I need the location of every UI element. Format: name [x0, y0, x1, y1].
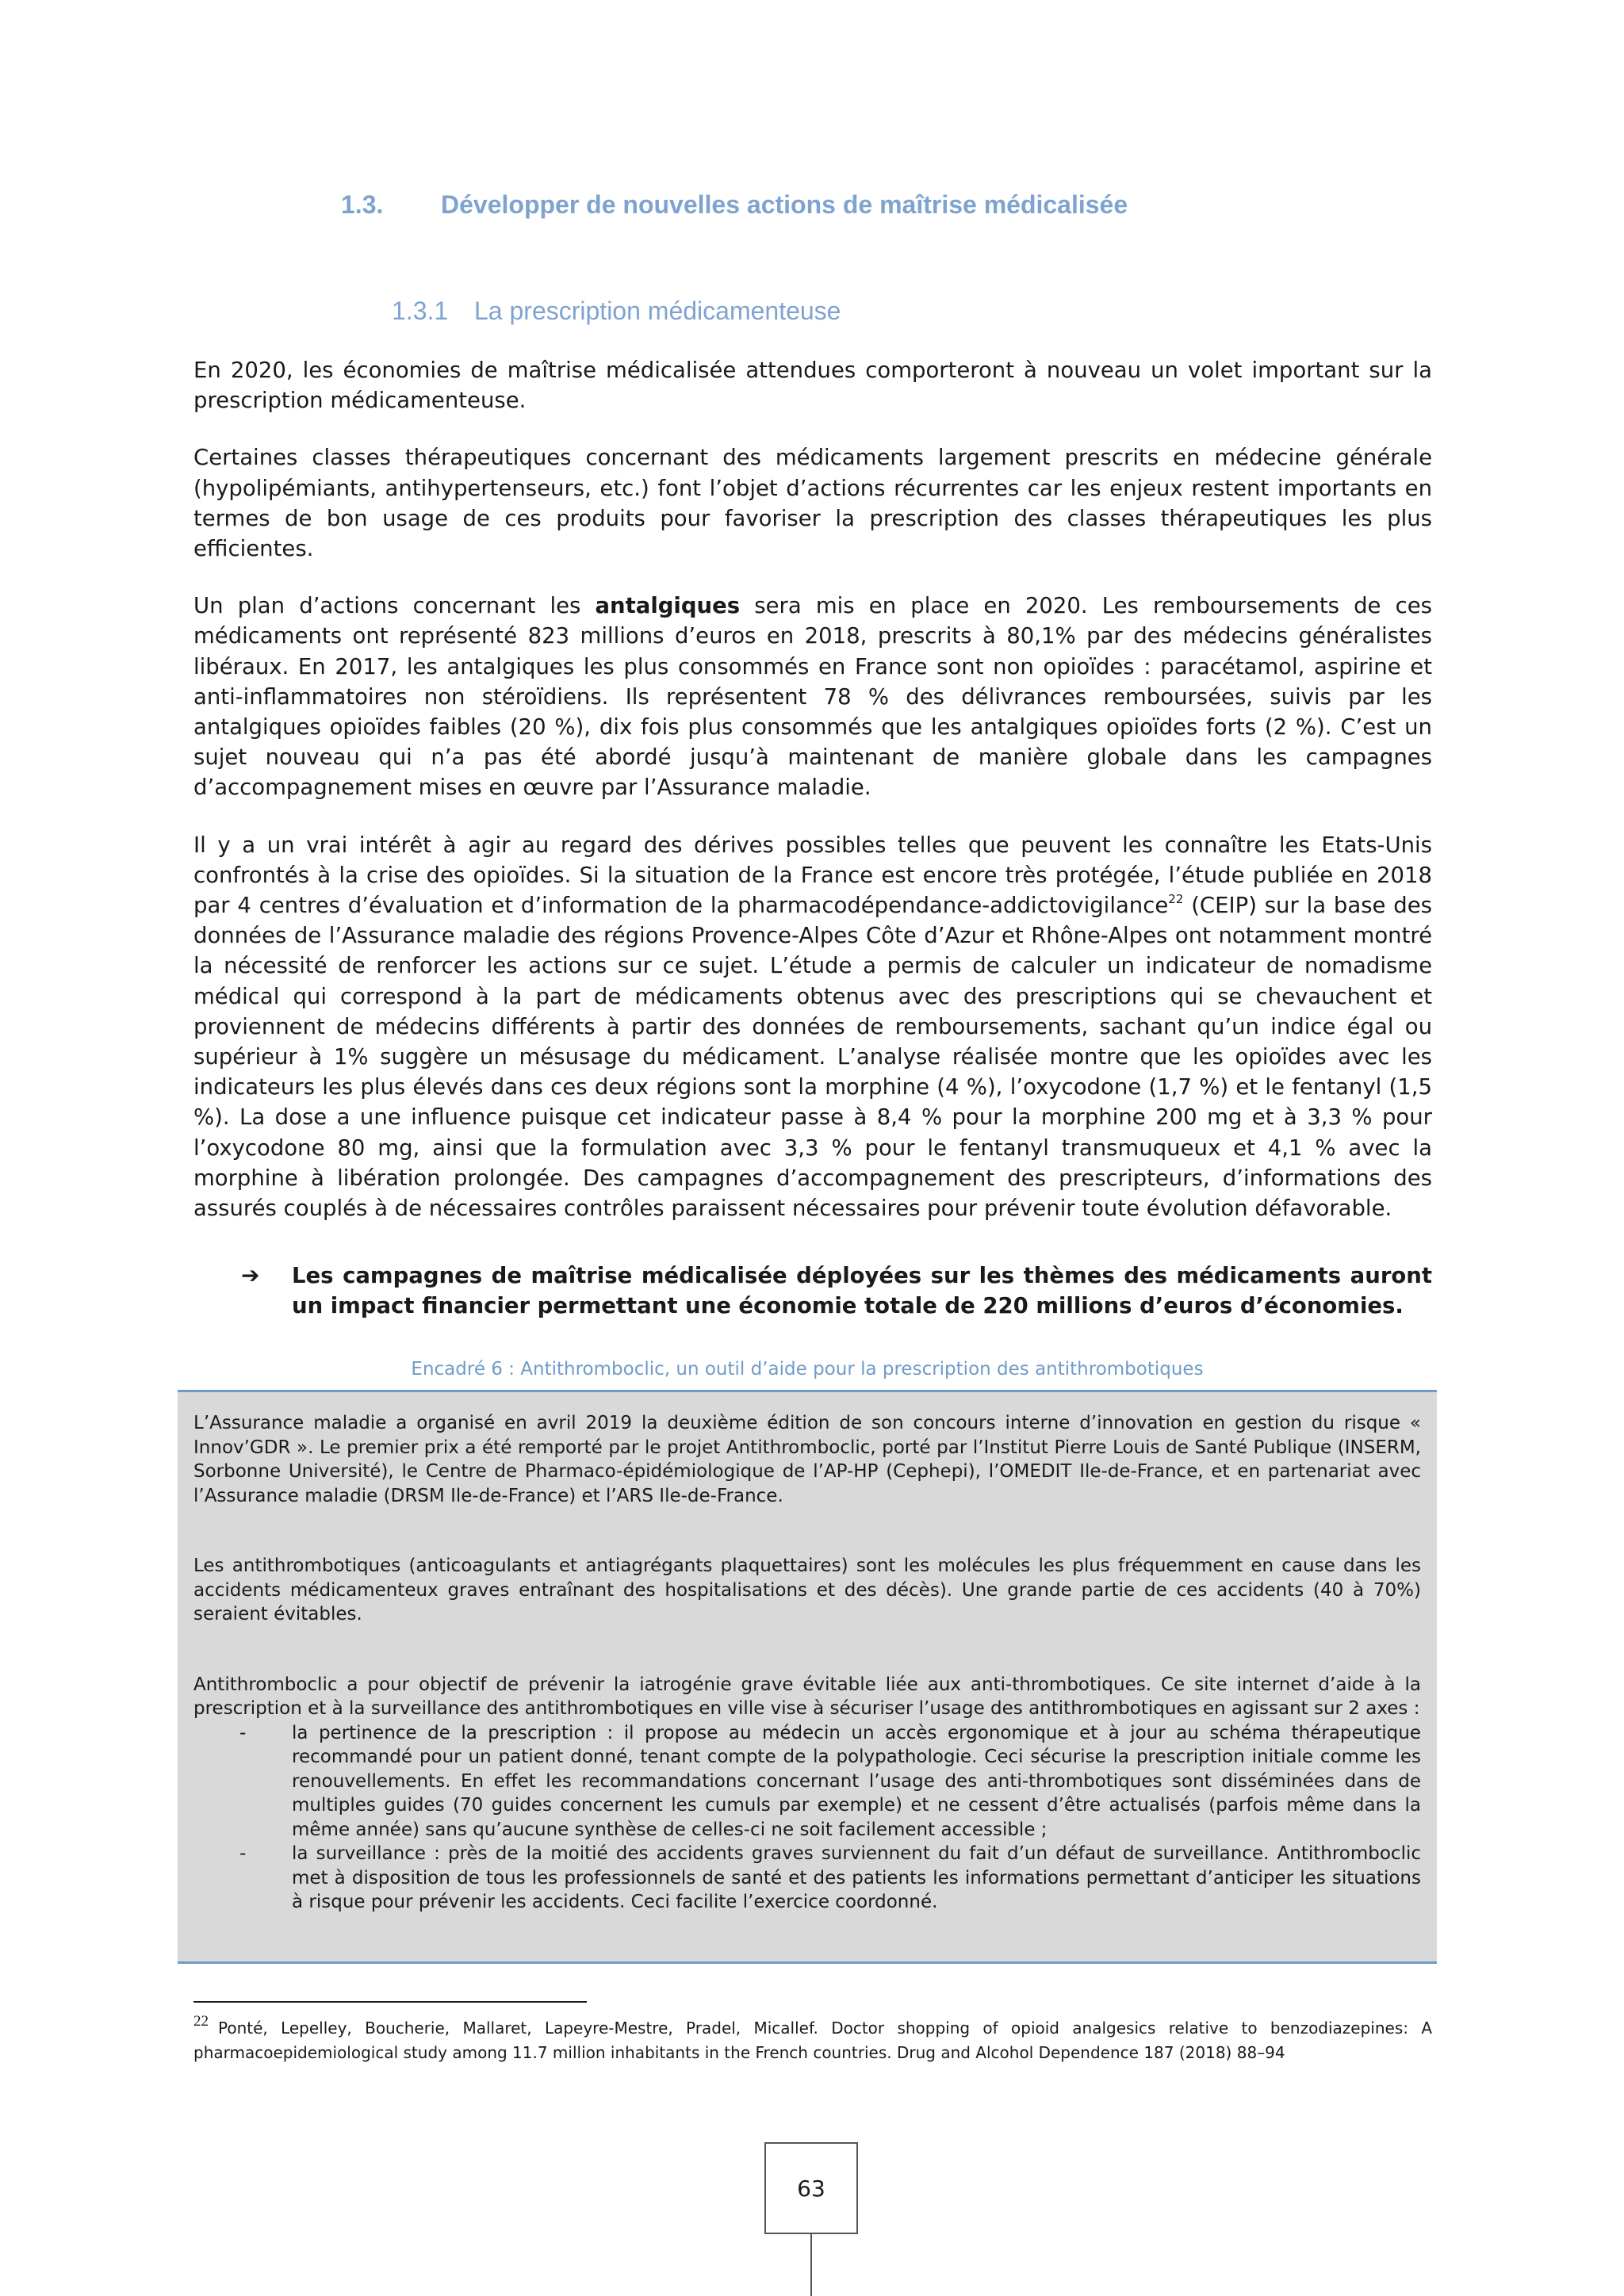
- body-text: [193, 355, 1432, 1250]
- page-number: 63: [764, 2142, 858, 2234]
- arrow-icon: ➔: [241, 1262, 260, 1288]
- subsection-heading: [392, 297, 841, 326]
- list-item-text: la surveillance : près de la moitié des accidents graves surviennent du fait d’un défaut de surveillance. Antithromboclic met à disposition de tous les professionnels de santé et des patients les informations permettant d’anticiper les situations à risque pour prévenir les accidents. Ceci facilite l’exercice coordonné.: [292, 1843, 1421, 1912]
- subsection-number: 1.3.1: [392, 297, 449, 325]
- list-item: [193, 1721, 1421, 1843]
- list-item-text: la pertinence de la prescription : il propose au médecin un accès ergonomique et à jour au schéma thérapeutique recommandé pour un patient donné, tenant compte de la polypathologie. Ceci sécurise la prescription initiale comme les renouvellements. En effet les recommandations concernant l’usage des anti-thrombotiques sont disséminées dans de multiples guides (70 guides concernent les cumuls par exemple) et ne cessent d’être actualisés (parfois même dans la même année) sans qu’aucune synthèse de celles-ci ne soit facilement accessible ;: [292, 1722, 1421, 1840]
- paragraph: [193, 830, 1432, 1224]
- section-heading: [341, 190, 1128, 220]
- footnote-text: Ponté, Lepelley, Boucherie, Mallaret, Lapeyre-Mestre, Pradel, Micallef. Doctor shopping of opioid analgesics relative to benzodiazepines: A pharmacoepidemiological study among 11.7 million inhabitants in the French countries. Drug and Alcohol Dependence 187 (2018) 88–94: [193, 2019, 1432, 2062]
- list-bullet: -: [239, 1843, 247, 1864]
- paragraph-text: Un plan d’actions concernant les: [193, 593, 596, 619]
- section-title: Développer de nouvelles actions de maîtrise médicalisée: [441, 190, 1128, 219]
- info-box-content: [193, 1411, 1421, 1915]
- footnote-separator: [193, 2001, 587, 2003]
- list-bullet: -: [239, 1722, 247, 1743]
- paragraph-text: (CEIP) sur la base des données de l’Assurance maladie des régions Provence-Alpes Côte d’Azur et Rhône-Alpes ont notamment montré la nécessité de renforcer les actions sur ce sujet. L’étude a permis de calculer un indicateur de nomadisme médical qui correspond à la part de médicaments obtenus avec des prescriptions qui se chevauchent et proviennent de médecins différents à partir des données de remboursements, sachant qu’un indice égal ou supérieur à 1% suggère un mésusage du médicament. L’analyse réalisée montre que les opioïdes avec les indicateurs les plus élevés dans ces deux régions sont la morphine (4 %), l’oxycodone (1,7 %) et le fentanyl (1,5 %). La dose a une influence puisque cet indicateur passe à 8,4 % pour la morphine 200 mg et à 3,3 % pour l’oxycodone 80 mg, ainsi que la formulation avec 3,3 % pour le fentanyl transmuqueux et 4,1 % avec la morphine à libération prolongée. Des campagnes d’accompagnement des prescripteurs, d’informations des assurés couplés à de nécessaires contrôles paraissent nécessaires pour prévenir toute évolution défavorable.: [193, 893, 1432, 1222]
- box-paragraph: Antithromboclic a pour objectif de prévenir la iatrogénie grave évitable liée aux anti-thrombotiques. Ce site internet d’aide à la prescription et à la surveillance des antithrombotiques en ville vise à sécuriser l’usage des antithrombotiques en agissant sur 2 axes :: [193, 1674, 1421, 1719]
- paragraph: Certaines classes thérapeutiques concernant des médicaments largement prescrits en médecine générale (hypolipémiants, antihypertenseurs, etc.) font l’objet d’actions récurrentes car les enjeux restent importants en termes de bon usage de ces produits pour favoriser la prescription des classes thérapeutiques les plus efficientes.: [193, 445, 1432, 562]
- page-number-connector: [810, 2234, 812, 2296]
- bold-term: antalgiques: [595, 593, 741, 619]
- info-box: [178, 1390, 1437, 1964]
- box-paragraph: Les antithrombotiques (anticoagulants et antiagrégants plaquettaires) sont les molécules les plus fréquemment en cause dans les accidents médicamenteux graves entraînant des hospitalisations et des décès). Une grande partie de ces accidents (40 à 70%) seraient évitables.: [193, 1556, 1421, 1624]
- box-paragraph: L’Assurance maladie a organisé en avril 2019 la deuxième édition de son concours interne d’innovation en gestion du risque « Innov’GDR ». Le premier prix a été remporté par le projet Antithromboclic, porté par l’Institut Pierre Louis de Santé Publique (INSERM, Sorbonne Université), le Centre de Pharmaco-épidémiologique de l’AP-HP (Cephepi), l’OMEDIT Ile-de-France, et en partenariat avec l’Assurance maladie (DRSM Ile-de-France) et l’ARS Ile-de-France.: [193, 1413, 1421, 1506]
- section-number: 1.3.: [341, 190, 384, 219]
- footnote-reference[interactable]: 22: [1168, 892, 1184, 907]
- footnote: [193, 2009, 1432, 2065]
- subsection-title: La prescription médicamenteuse: [474, 297, 841, 325]
- paragraph: [193, 591, 1432, 802]
- conclusion-text: Les campagnes de maîtrise médicalisée déployées sur les thèmes des médicaments auront un impact financier permettant une économie totale de 220 millions d’euros d’économies.: [292, 1263, 1432, 1318]
- box-caption: Encadré 6 : Antithromboclic, un outil d’aide pour la prescription des antithrombotiques: [411, 1359, 1204, 1380]
- list-item: [193, 1842, 1421, 1915]
- paragraph: En 2020, les économies de maîtrise médicalisée attendues comporteront à nouveau un volet important sur la prescription médicamenteuse.: [193, 358, 1432, 414]
- paragraph-text: sera mis en place en 2020. Les remboursements de ces médicaments ont représenté 823 millions d’euros en 2018, prescrits à 80,1% par des médecins généralistes libéraux. En 2017, les antalgiques les plus consommés en France sont non opioïdes : paracétamol, aspirine et anti-inflammatoires non stéroïdiens. Ils représentent 78 % des délivrances remboursées, suivis par les antalgiques opioïdes faibles (20 %), dix fois plus consommés que les antalgiques opioïdes forts (2 %). C’est un sujet nouveau qui n’a pas été abordé jusqu’à maintenant de manière globale dans les campagnes d’accompagnement mises en œuvre par l’Assurance maladie.: [193, 593, 1432, 801]
- conclusion-callout: [241, 1261, 1432, 1321]
- box-list: [193, 1721, 1421, 1915]
- paragraph-text: Il y a un vrai intérêt à agir au regard des dérives possibles telles que peuvent les connaître les Etats-Unis confrontés à la crise des opioïdes. Si la situation de la France est encore très protégée, l’étude publiée en 2018 par 4 centres d’évaluation et d’information de la pharmacodépendance-addictovigilance: [193, 832, 1432, 919]
- footnote-number: 22: [193, 2013, 209, 2030]
